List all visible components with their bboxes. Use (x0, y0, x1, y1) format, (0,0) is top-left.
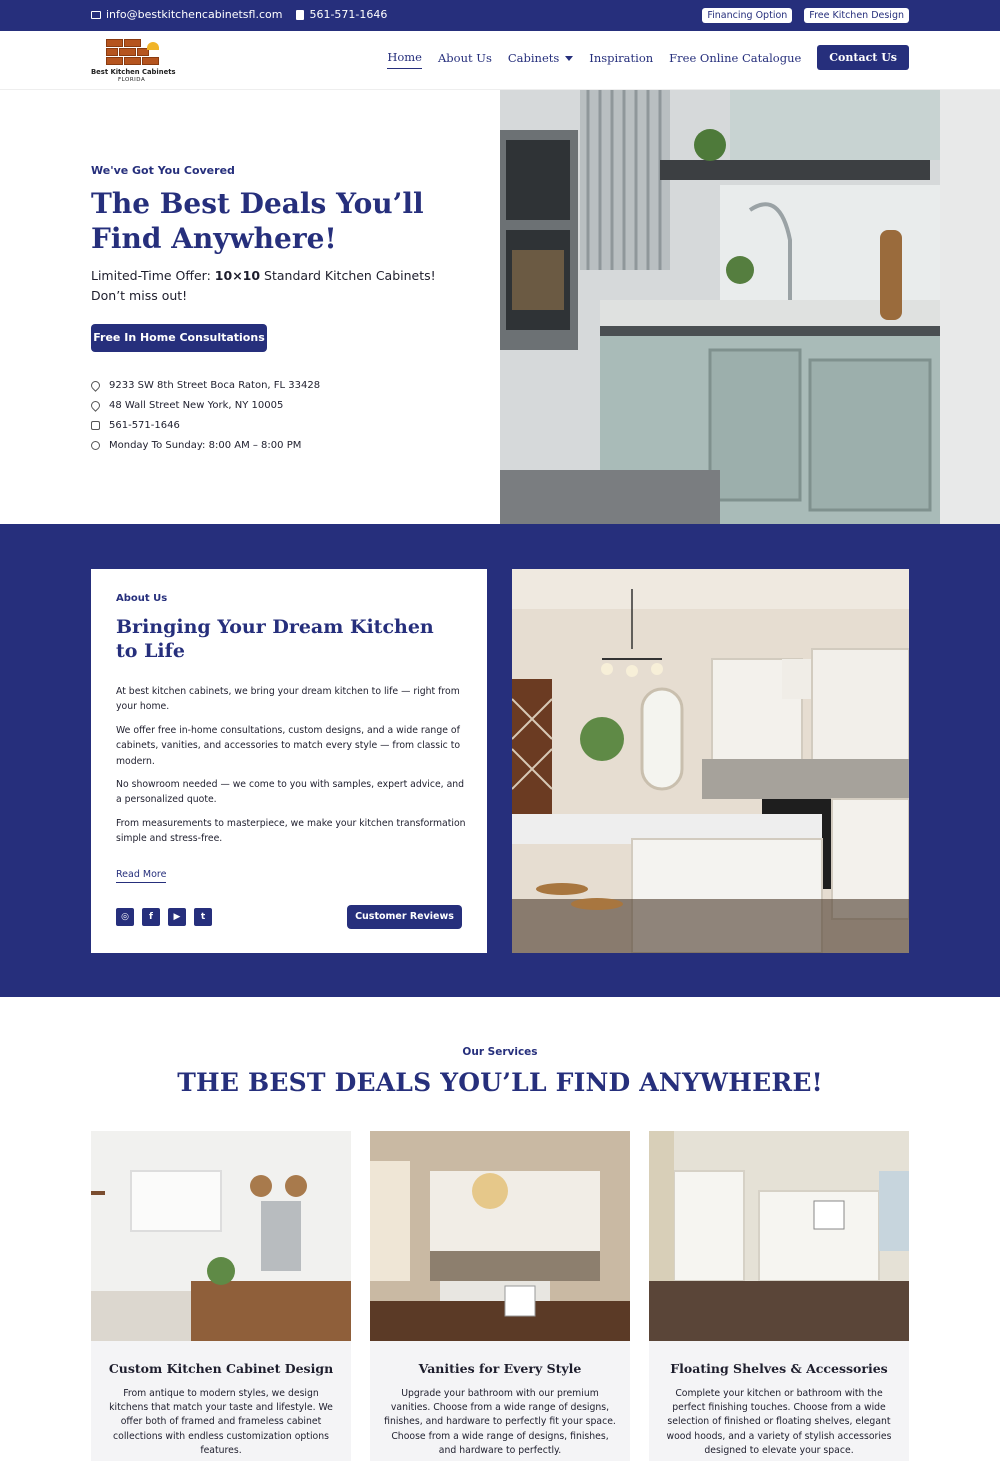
logo-sun (147, 42, 159, 50)
phone-text: 561-571-1646 (309, 8, 388, 21)
service-card-vanities[interactable] (370, 1131, 630, 1461)
about-paragraph: At best kitchen cabinets, we bring your dream kitchen to life — right from your home. (116, 686, 460, 713)
service-title: Vanities for Every Style (418, 1361, 582, 1376)
nav-home[interactable]: Home (387, 50, 422, 69)
email-icon (91, 11, 101, 19)
offer-prefix: Limited-Time Offer: (91, 268, 215, 283)
service-title: Floating Shelves & Accessories (670, 1361, 888, 1376)
phone-link[interactable] (296, 8, 387, 21)
hero-section (0, 90, 1000, 524)
logo-subtext: FLORIDA (118, 77, 146, 83)
phone-icon (296, 10, 304, 20)
nav-about-us[interactable]: About Us (437, 50, 492, 65)
about-paragraph: No showroom needed — we come to you with samples, expert advice, and a personalized quote. (116, 779, 465, 806)
twitter-icon[interactable]: t (194, 908, 212, 926)
offer-highlight: 10×10 (214, 268, 261, 283)
about-kitchen-image (512, 569, 909, 953)
location-pin-icon (89, 399, 102, 412)
contact-info-list (91, 376, 320, 455)
about-paragraph: From measurements to masterpiece, we make your kitchen transformation simple and stress-free. (116, 818, 466, 845)
instagram-icon[interactable]: ◎ (116, 908, 134, 926)
address-ny (91, 396, 320, 416)
site-header (0, 31, 1000, 90)
top-bar (0, 0, 1000, 31)
customer-reviews-button[interactable]: Customer Reviews (347, 905, 462, 929)
service-text: Complete your kitchen or bathroom with the perfect finishing touches. Choose from a wide selection of finished or floating shelves, elegant wood hoods, and a variety of stylish accessories designed to elevate your space. (666, 1388, 892, 1456)
phone-text: 561-571-1646 (109, 419, 180, 431)
hero-title: The Best Deals You’ll Find Anywhere! (91, 187, 424, 255)
chevron-down-icon (565, 56, 573, 61)
hero-kitchen-image (500, 90, 1000, 524)
location-pin-icon (89, 380, 102, 393)
nav-inspiration[interactable]: Inspiration (589, 50, 654, 65)
site-logo[interactable] (91, 38, 181, 84)
about-title: Bringing Your Dream Kitchen to Life (116, 616, 434, 662)
service-image (370, 1131, 630, 1341)
address-text: 48 Wall Street New York, NY 10005 (109, 400, 284, 412)
contact-us-button[interactable]: Contact Us (817, 45, 909, 70)
address-boca (91, 376, 320, 396)
about-section (0, 524, 1000, 997)
facebook-icon[interactable]: f (142, 908, 160, 926)
youtube-icon[interactable]: ▶ (168, 908, 186, 926)
service-text: Upgrade your bathroom with our premium vanities. Choose from a wide range of designs, finishes, and hardware to perfectly fit your space. Choose from a wide range of designs, finishes, and hardware to perfectly. (384, 1388, 616, 1456)
top-contact (91, 8, 387, 21)
clock-icon (91, 441, 100, 450)
logo-text: Best Kitchen Cabinets (91, 68, 176, 76)
nav-cabinets-label: Cabinets (507, 50, 560, 65)
phone-icon (91, 421, 100, 430)
service-image (91, 1131, 351, 1341)
hours-info (91, 435, 320, 455)
services-title: THE BEST DEALS YOU’LL FIND ANYWHERE! (177, 1068, 823, 1097)
email-text: info@bestkitchencabinetsfl.com (106, 8, 283, 21)
services-eyebrow: Our Services (462, 1046, 538, 1058)
financing-option-button[interactable]: Financing Option (702, 8, 792, 23)
phone-info[interactable] (91, 416, 320, 436)
free-kitchen-design-button[interactable]: Free Kitchen Design (804, 8, 909, 23)
service-title: Custom Kitchen Cabinet Design (108, 1361, 334, 1376)
about-card (91, 569, 487, 953)
service-image (649, 1131, 909, 1341)
hero-eyebrow: We've Got You Covered (91, 164, 235, 177)
main-nav (387, 49, 909, 70)
address-text: 9233 SW 8th Street Boca Raton, FL 33428 (109, 380, 321, 392)
top-buttons (702, 8, 909, 23)
email-link[interactable] (91, 8, 282, 21)
free-consultation-button[interactable]: Free In Home Consultations (91, 324, 267, 352)
offer-suffix: Standard Kitchen Cabinets! Don’t miss out! (91, 268, 436, 303)
service-card-custom-kitchen[interactable] (91, 1131, 351, 1461)
nav-cabinets[interactable] (508, 51, 573, 69)
nav-free-online-catalogue[interactable]: Free Online Catalogue (669, 50, 802, 65)
read-more-link[interactable]: Read More (116, 869, 166, 883)
social-links (116, 908, 212, 926)
about-eyebrow: About Us (116, 593, 168, 604)
service-card-floating-shelves[interactable] (649, 1131, 909, 1461)
hours-text: Monday To Sunday: 8:00 AM – 8:00 PM (109, 439, 302, 451)
about-paragraph: We offer free in-home consultations, custom designs, and a wide range of cabinets, vanities, and accessories to match every style — from classic to modern. (116, 725, 461, 767)
service-text: From antique to modern styles, we design kitchens that match your taste and lifestyle. We offer both of framed and frameless cabinet collections with endless customization options features. (109, 1388, 333, 1456)
hero-offer (91, 266, 461, 306)
